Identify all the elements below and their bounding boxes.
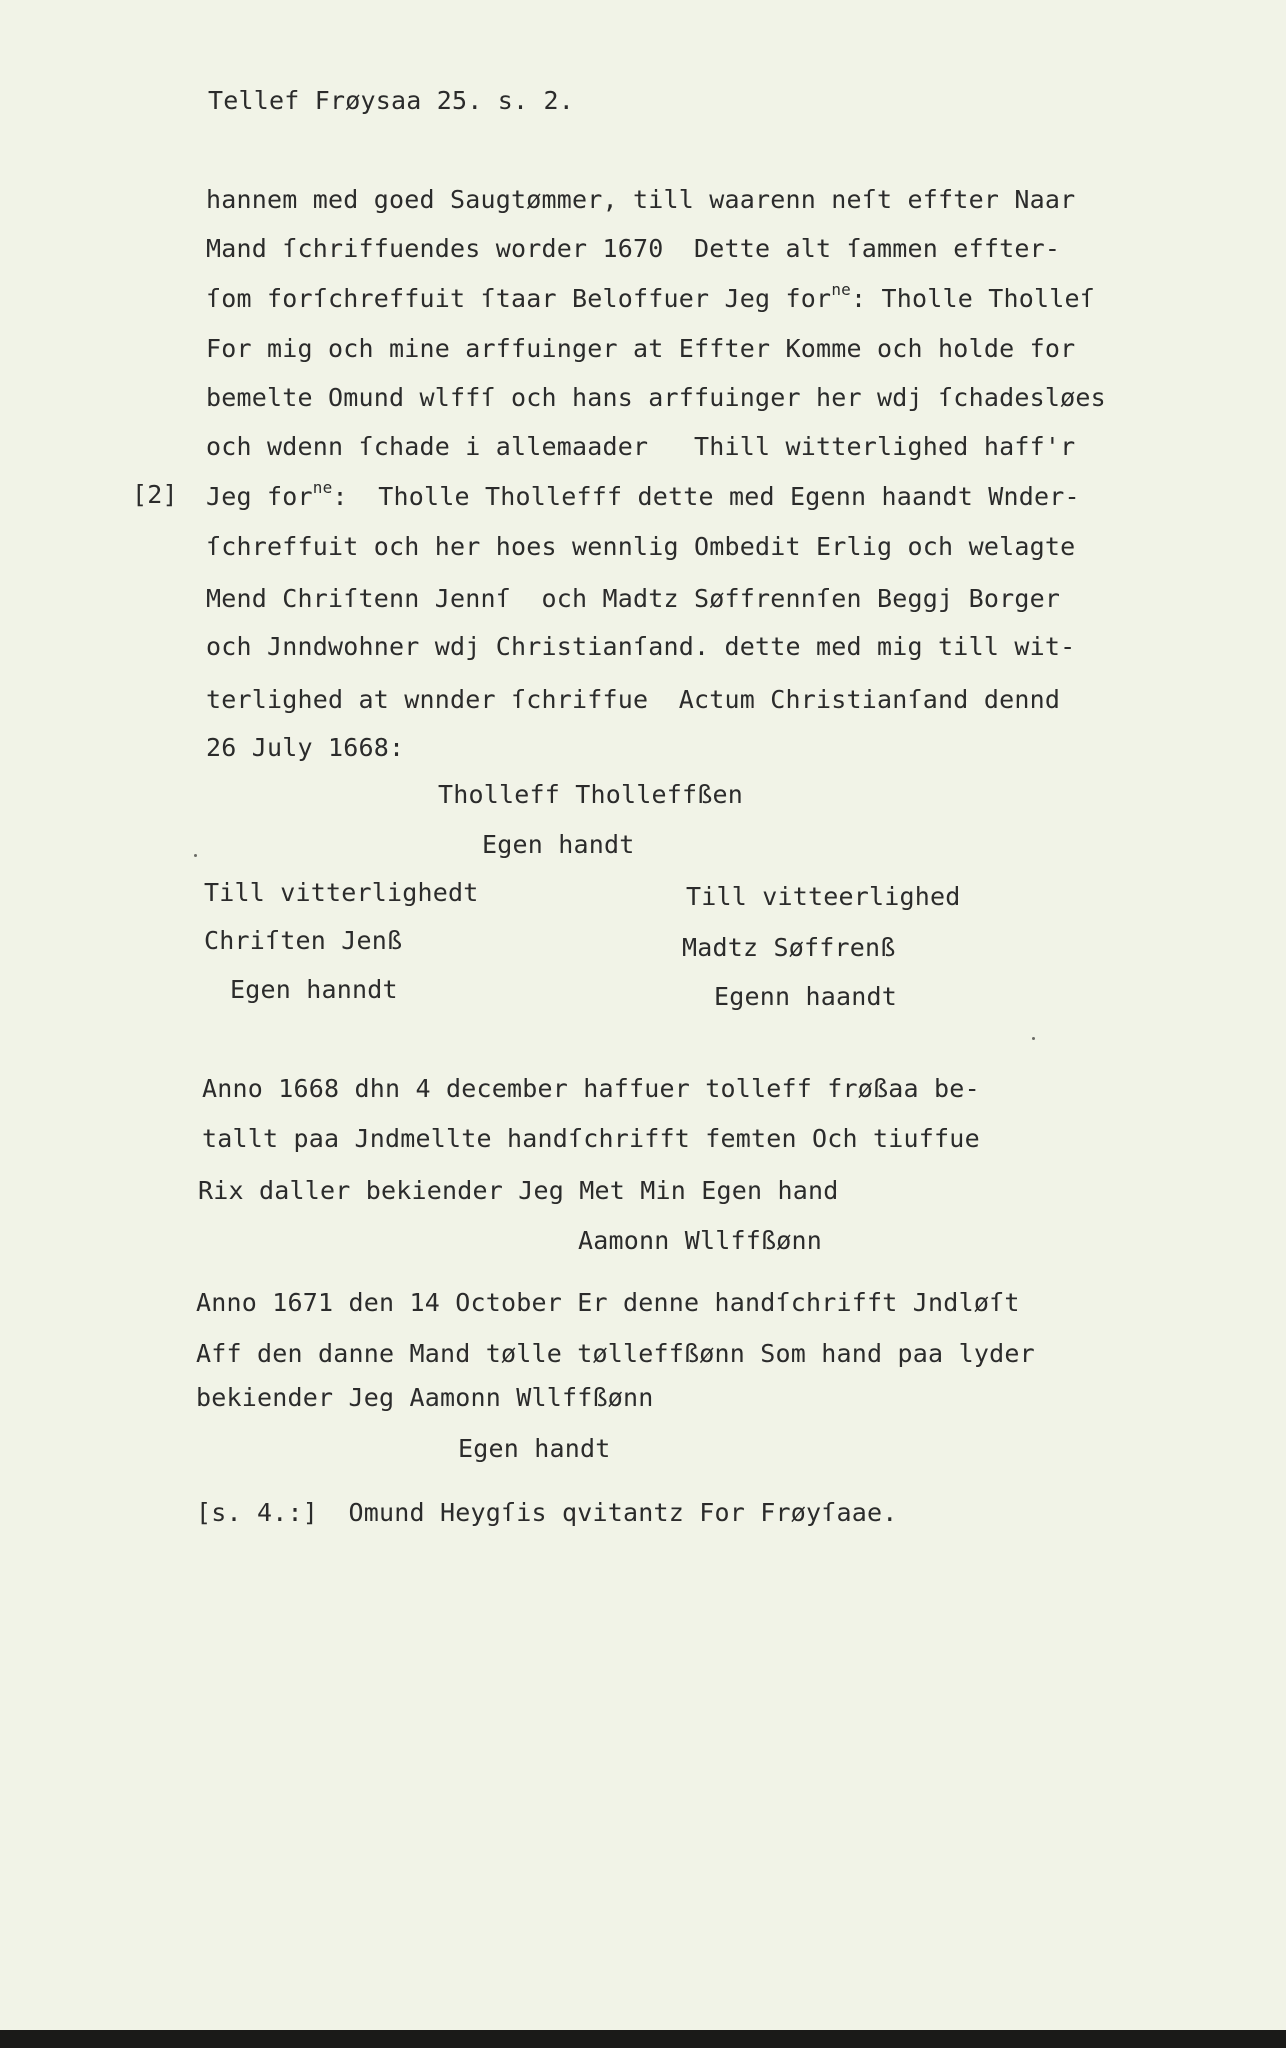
signature-name: Tholleff Tholleffßen: [438, 780, 744, 809]
witness-right-name: Madtz Søffrenß: [682, 933, 896, 962]
body-text: ſom forſchreffuit ſtaar Beloffuer Jeg for: [206, 284, 832, 313]
receipt-line: Anno 1671 den 14 October Er denne handſchrifft Jndløſt: [196, 1288, 1020, 1317]
body-text: : Tholle Thollefff dette med Egenn haandt Wnder-: [332, 482, 1080, 511]
body-line: [206, 478, 1080, 512]
superscript: ne: [831, 280, 851, 299]
paper-speck: [1032, 1037, 1035, 1040]
margin-note: [2]: [132, 480, 178, 509]
body-line: ſchreffuit och her hoes wennlig Ombedit Erlig och welagte: [206, 532, 1076, 561]
body-line: och wdenn ſchade i allemaader Thill witterlighed haff'r: [206, 432, 1076, 461]
body-line: [206, 280, 1096, 314]
receipt-line: bekiender Jeg Aamonn Wllffßønn: [196, 1383, 654, 1412]
receipt-signature: Egen handt: [458, 1434, 611, 1463]
body-line: och Jnndwohner wdj Christianſand. dette med mig till wit-: [206, 632, 1076, 661]
paper-speck: [194, 854, 197, 857]
receipt-line: Aff den danne Mand tølle tølleffßønn Som hand paa lyder: [196, 1339, 1035, 1368]
receipt-line: tallt paa Jndmellte handſchrifft femten Och tiuffue: [202, 1124, 980, 1153]
witness-right-title: Till vitteerlighed: [686, 882, 961, 911]
receipt-signature: Aamonn Wllffßønn: [578, 1226, 823, 1255]
body-line: bemelte Omund wlffſ och hans arffuinger her wdj ſchadesløes: [206, 383, 1106, 412]
body-text: Jeg for: [206, 482, 313, 511]
body-text: : Tholle Tholleſ: [850, 284, 1096, 313]
body-line: Mand ſchriffuendes worder 1670 Dette alt ſammen effter-: [206, 234, 1061, 263]
witness-left-sub: Egen hanndt: [230, 975, 398, 1004]
superscript: ne: [312, 478, 333, 497]
witness-left-title: Till vitterlighedt: [204, 878, 479, 907]
witness-left-name: Chriſten Jenß: [204, 926, 403, 955]
footer-note: [s. 4.:] Omund Heygſis qvitantz For Frøyſaae.: [196, 1498, 898, 1527]
body-line: For mig och mine arffuinger at Effter Komme och holde for: [206, 334, 1076, 363]
body-line: 26 July 1668:: [206, 733, 405, 762]
receipt-line: Anno 1668 dhn 4 december haffuer tolleff frøßaa be-: [202, 1074, 980, 1103]
signature-sub: Egen handt: [482, 830, 635, 859]
body-line: terlighed at wnnder ſchriffue Actum Christianſand dennd: [206, 685, 1061, 714]
body-line: Mend Chriſtenn Jennſ och Madtz Søffrennſen Beggj Borger: [206, 584, 1061, 613]
body-line: hannem med goed Saugtømmer, till waarenn neſt effter Naar: [206, 185, 1076, 214]
page-header: Tellef Frøysaa 25. s. 2.: [208, 86, 575, 115]
receipt-line: Rix daller bekiender Jeg Met Min Egen hand: [198, 1176, 839, 1205]
witness-right-sub: Egenn haandt: [714, 982, 898, 1011]
